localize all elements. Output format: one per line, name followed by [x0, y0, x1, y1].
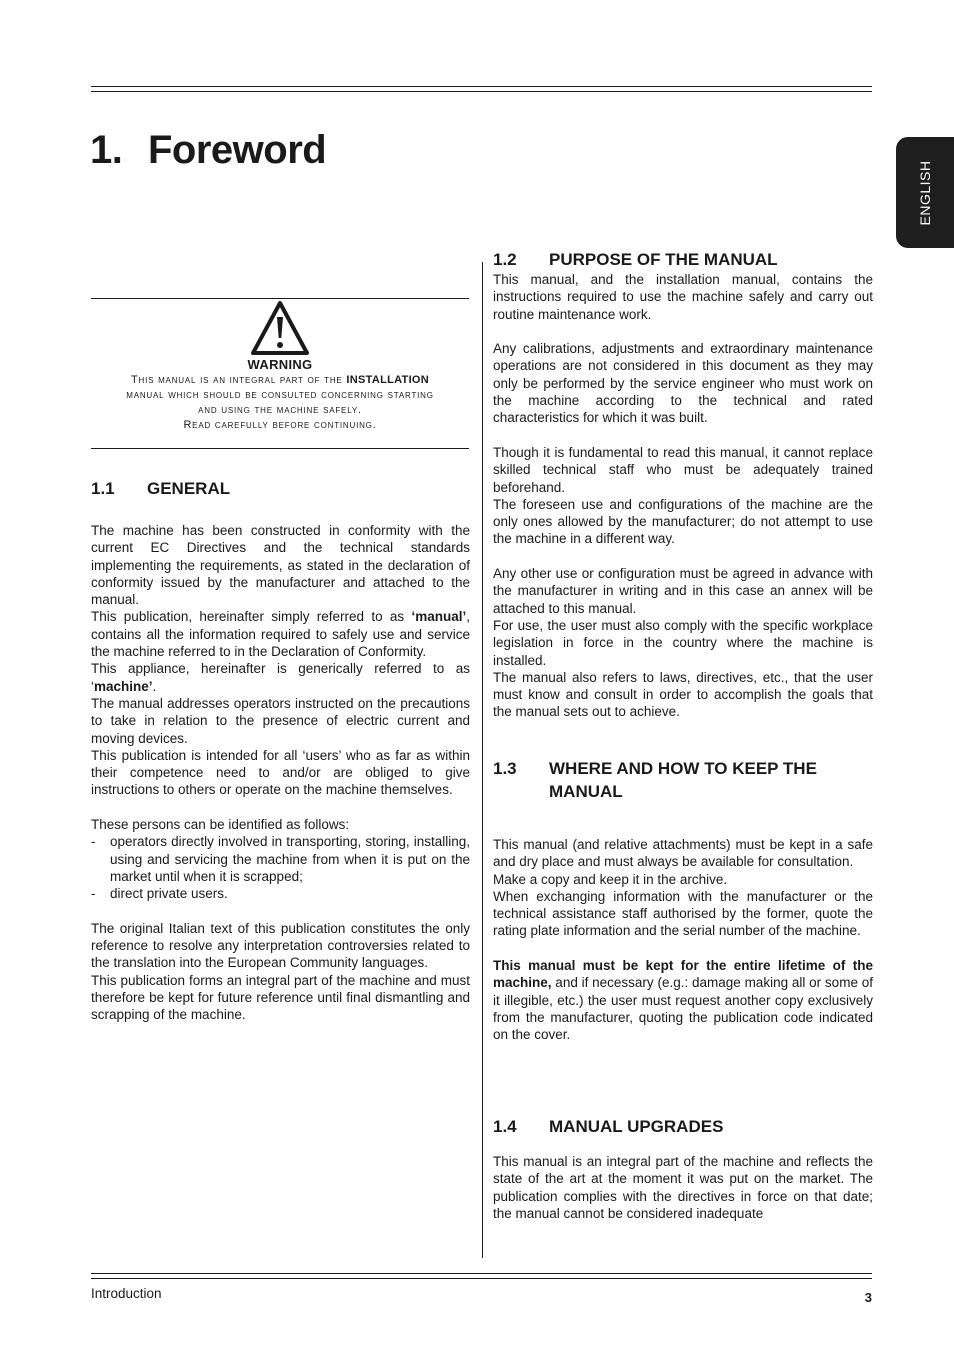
- paragraph: When exchanging information with the manufacturer or the technical assistance staff authorised by the former, quote the rating plate information and the serial number of the machine.: [493, 888, 873, 939]
- section-title: PURPOSE OF THE MANUAL: [549, 250, 778, 269]
- warning-line-2: manual which should be consulted concerning starting: [126, 389, 434, 401]
- chapter-number: 1.: [90, 128, 123, 172]
- list-item: - direct private users.: [91, 885, 470, 902]
- paragraph: Make a copy and keep it in the archive.: [493, 871, 728, 887]
- section-1-1-heading: [91, 477, 469, 500]
- warning-box: [91, 300, 469, 433]
- section-title: WHERE AND HOW TO KEEP THE MANUAL: [549, 759, 817, 801]
- page-title: [90, 128, 326, 173]
- language-tab-label: ENGLISH: [917, 160, 933, 225]
- section-number: 1.3: [493, 759, 517, 778]
- paragraph: This manual is an integral part of the machine and reflects the state of the art at the moment it was put on the market. The publication complies with the directives in force on that date; the manual cannot be considered inadequate: [493, 1154, 873, 1221]
- paragraph: The manual also refers to laws, directives, etc., that the user must know and consult in order to accomplish the goals that the manual sets out to achieve.: [493, 669, 873, 720]
- chapter-title: Foreword: [148, 128, 327, 172]
- warning-installation: INSTALLATION: [346, 374, 430, 386]
- paragraph: These persons can be identified as follows:: [91, 817, 350, 833]
- user-list: [91, 833, 470, 902]
- section-number: 1.4: [493, 1117, 517, 1136]
- top-rule: [91, 86, 872, 92]
- warning-text: [91, 373, 469, 433]
- paragraph: Any calibrations, adjustments and extraordinary maintenance operations are not considered in this document as they may only be performed by the service engineer who must work on the machine according to the technical and rated characteristics for which it was built.: [493, 341, 873, 426]
- warning-bottom-rule: [91, 448, 469, 449]
- section-1-2-body: [493, 271, 873, 721]
- paragraph: The machine has been constructed in conformity with the current EC Directives and the technical standards implementing the requirements, as stated in the declaration of conformity issued by the manufacturer and attached to the manual.: [91, 523, 470, 608]
- warning-title: WARNING: [247, 357, 313, 372]
- paragraph: This publication forms an integral part of the machine and must therefore be kept for future reference until final dismantling and scrapping of the machine.: [91, 972, 470, 1023]
- section-1-2-heading: [493, 248, 873, 271]
- page-number: 3: [864, 1290, 872, 1305]
- column-divider: [482, 262, 483, 1258]
- section-1-1-body: [91, 522, 470, 1024]
- paragraph: For use, the user must also comply with the specific workplace legislation in force in the country where the machine is installed.: [493, 617, 873, 668]
- section-1-3-body: [493, 836, 873, 1044]
- paragraph: Though it is fundamental to read this manual, it cannot replace skilled technical staff who must be adequately trained beforehand.: [493, 444, 873, 495]
- paragraph: This publication, hereinafter simply referred to as ‘manual’, contains all the information required to safely use and service the machine referred to in the Declaration of Conformity.: [91, 609, 470, 660]
- warning-line-4: Read carefully before continuing.: [183, 419, 377, 431]
- footer-section: Introduction: [91, 1286, 162, 1301]
- section-1-3-heading: [493, 757, 873, 803]
- section-1-4-heading: [493, 1115, 873, 1138]
- paragraph: Any other use or configuration must be agreed in advance with the manufacturer in writing and in this case an annex will be attached to this manual.: [493, 566, 873, 616]
- paragraph: The original Italian text of this publication constitutes the only reference to resolve any interpretation controversies related to the translation into the European Community languages.: [91, 920, 470, 971]
- warning-line-3: and using the machine safely.: [198, 404, 362, 416]
- paragraph: This manual, and the installation manual, contains the instructions required to use the machine safely and carry out routine maintenance work.: [493, 272, 873, 322]
- warning-line-1: This manual is an integral part of the: [130, 374, 343, 386]
- warning-top-rule: [91, 298, 469, 299]
- warning-triangle-icon: [250, 300, 310, 356]
- footer-rule: [91, 1273, 872, 1279]
- paragraph: This manual (and relative attachments) must be kept in a safe and dry place and must always be available for consultation.: [493, 837, 873, 870]
- paragraph: The manual addresses operators instructed on the precautions to take in relation to the presence of electric current and moving devices.: [91, 695, 470, 746]
- language-tab: [896, 137, 954, 248]
- section-number: 1.1: [91, 479, 115, 498]
- section-number: 1.2: [493, 250, 517, 269]
- paragraph: This manual must be kept for the entire lifetime of the machine, and if necessary (e.g.: damage making all or some of it illegible, etc.) the user must request another copy exclusively from the manufacturer, quoting the publication code indicated on the cover.: [493, 958, 873, 1043]
- paragraph: This appliance, hereinafter is generically referred to as ‘machine’.: [91, 661, 470, 694]
- section-title: GENERAL: [147, 479, 231, 498]
- section-title: MANUAL UPGRADES: [549, 1117, 724, 1136]
- list-item: - operators directly involved in transporting, storing, installing, using and servicing the machine from when it is put on the market until when it is scrapped;: [91, 833, 470, 885]
- paragraph: This publication is intended for all ‘users’ who as far as within their competence need to and/or are obliged to give instructions to others or operate on the machine themselves.: [91, 747, 470, 798]
- section-1-4-body: [493, 1153, 873, 1222]
- paragraph: The foreseen use and configurations of the machine are the only ones allowed by the manufacturer; do not attempt to use the machine in a different way.: [493, 496, 873, 547]
